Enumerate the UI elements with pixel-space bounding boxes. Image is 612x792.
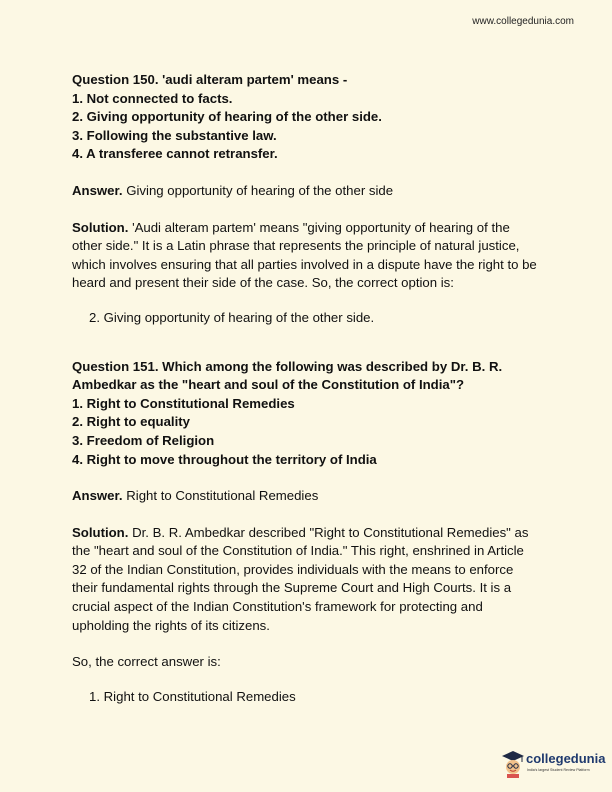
question-150 bbox=[72, 71, 542, 164]
answer-label: Answer. bbox=[72, 488, 123, 504]
document-content bbox=[72, 71, 542, 706]
logo-text: collegedunia bbox=[526, 751, 606, 766]
question-150-text: Question 150. 'audi alteram partem' means - bbox=[72, 72, 348, 87]
answer-label: Answer. bbox=[72, 182, 123, 198]
question-151-correct-option: 1. Right to Constitutional Remedies bbox=[89, 688, 296, 704]
question-150-option-3: 3. Following the substantive law. bbox=[72, 127, 277, 143]
question-151-solution bbox=[72, 524, 542, 636]
solution-label: Solution. bbox=[72, 524, 129, 540]
question-151-option-3: 3. Freedom of Religion bbox=[72, 432, 215, 448]
solution-text: 'Audi alteram partem' means "giving opportunity of hearing of the other side." It is a Latin phrase that represents the principle of natural justice, which involves ensuring that all parties involved in a dispute have the right to be heard and present their side of the case. So, the correct option is: bbox=[72, 219, 537, 291]
question-151-option-4: 4. Right to move throughout the territory of India bbox=[72, 451, 377, 467]
solution-label: Solution. bbox=[72, 219, 129, 235]
question-150-answer bbox=[72, 182, 542, 201]
question-150-option-1: 1. Not connected to facts. bbox=[72, 90, 233, 106]
question-151-option-2: 2. Right to equality bbox=[72, 414, 190, 430]
question-150-option-4: 4. A transferee cannot retransfer. bbox=[72, 146, 278, 162]
question-150-option-2: 2. Giving opportunity of hearing of the other side. bbox=[72, 109, 382, 125]
question-150-correct-option: 2. Giving opportunity of hearing of the other side. bbox=[89, 309, 375, 325]
question-151-text: Question 151. Which among the following was described by Dr. B. R. Ambedkar as the "heart and soul of the Constitution of India"? bbox=[72, 358, 503, 393]
collegedunia-logo[interactable] bbox=[500, 748, 606, 782]
question-151-option-1: 1. Right to Constitutional Remedies bbox=[72, 395, 295, 411]
solution-text: Dr. B. R. Ambedkar described "Right to Constitutional Remedies" as the "heart and soul of the Constitution of India." This right, enshrined in Article 32 of the Indian Constitution, provides individuals with the means to enforce their fundamental rights through the Supreme Court and High Courts. It is a crucial aspect of the Indian Constitution's framework for protecting and upholding the rights of its citizens. bbox=[72, 524, 529, 633]
logo-tagline: India's largest Student Review Platform bbox=[527, 768, 590, 772]
answer-text: Right to Constitutional Remedies bbox=[122, 488, 319, 504]
graduate-mascot-icon bbox=[500, 748, 526, 778]
question-151 bbox=[72, 358, 542, 470]
question-151-conclusion: So, the correct answer is: bbox=[72, 654, 221, 670]
question-150-solution bbox=[72, 219, 542, 293]
site-url[interactable]: www.collegedunia.com bbox=[472, 16, 574, 27]
answer-text: Giving opportunity of hearing of the other side bbox=[122, 182, 394, 198]
question-151-answer bbox=[72, 487, 542, 506]
